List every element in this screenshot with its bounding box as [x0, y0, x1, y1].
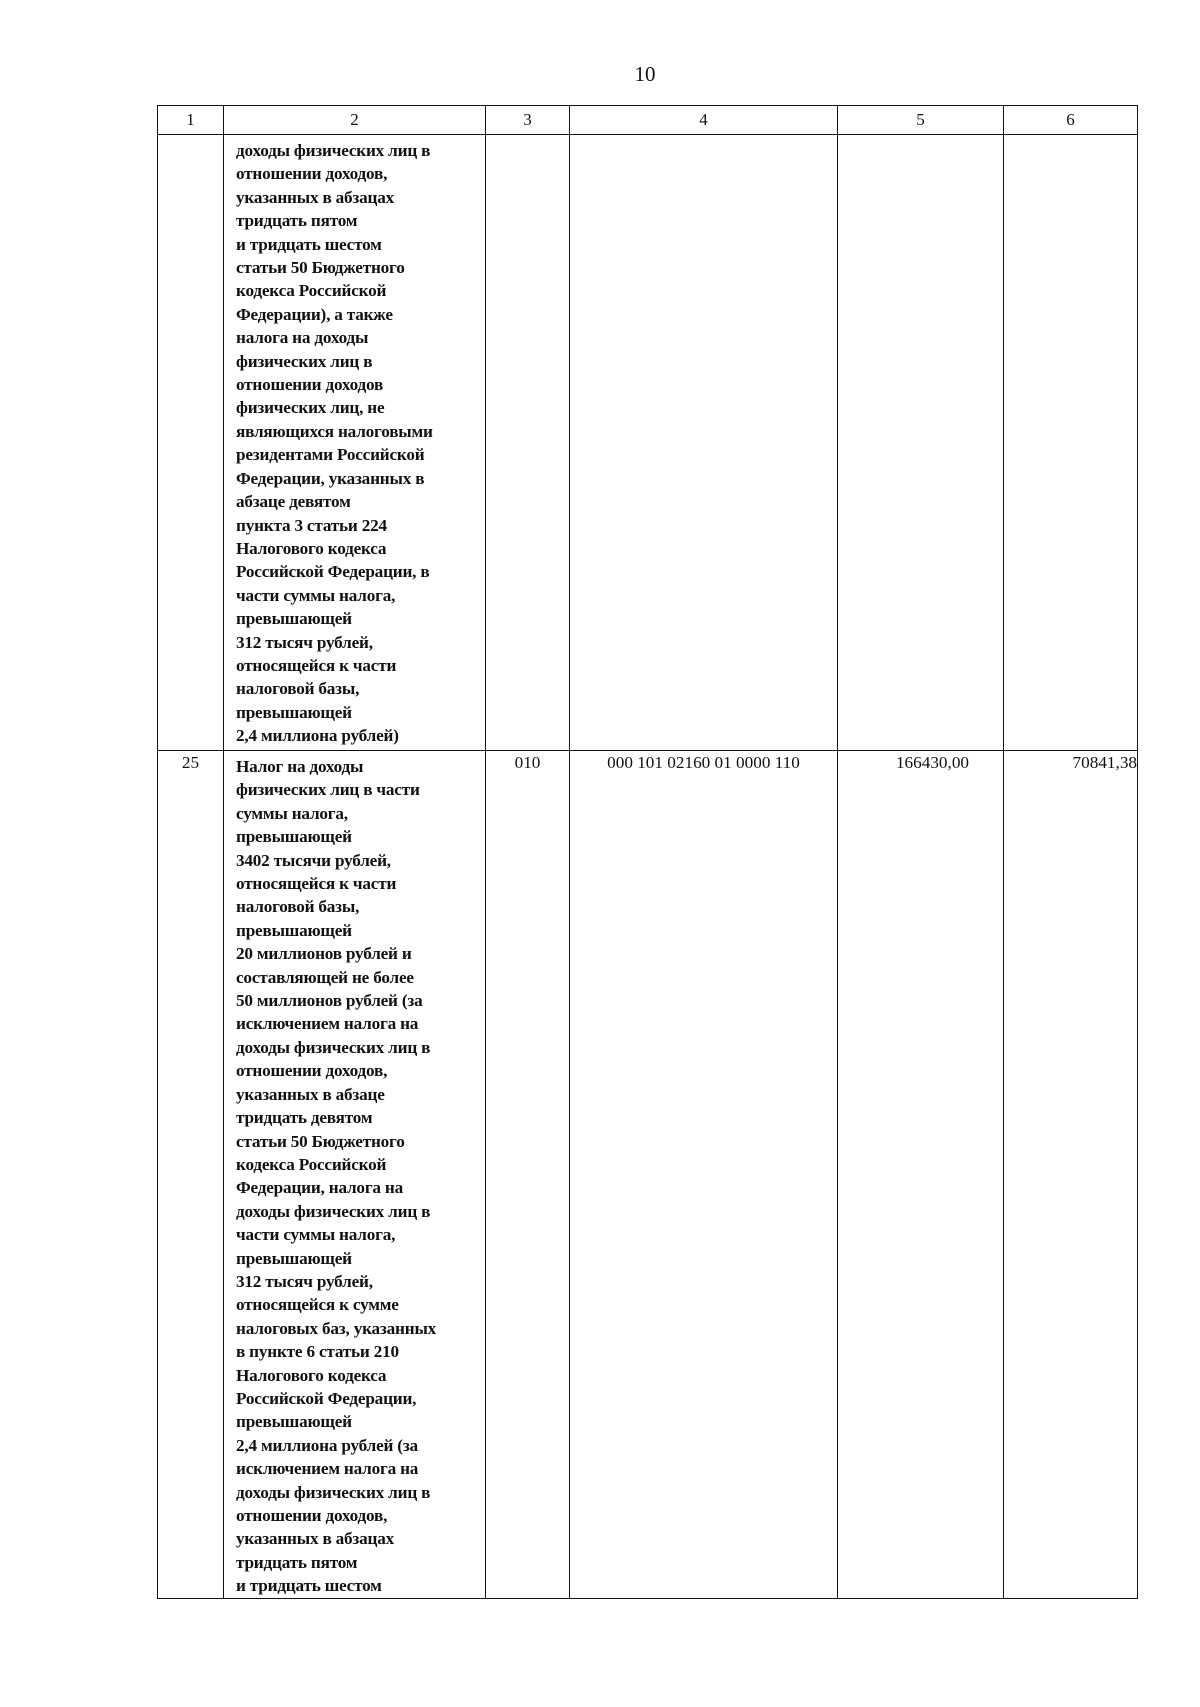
description-line: исключением налога на — [236, 1459, 419, 1479]
description-line: 312 тысяч рублей, — [236, 632, 373, 652]
description-line: Налогового кодекса — [236, 538, 387, 558]
description-line: части суммы налога, — [236, 1225, 396, 1245]
description-line: 2,4 миллиона рублей) — [236, 726, 399, 746]
description-line: налоговой базы, — [236, 897, 360, 917]
row-number-cell — [158, 135, 224, 751]
description-line: физических лиц, не — [236, 398, 385, 418]
description-line: отношении доходов, — [236, 164, 388, 184]
description-text — [224, 135, 485, 748]
description-line: исключением налога на — [236, 1014, 419, 1034]
description-line: тридцать пятом — [236, 211, 358, 231]
description-line: являющихся налоговыми — [236, 421, 433, 441]
kbk-cell: 000 101 02160 01 0000 110 — [570, 751, 838, 1599]
description-line: составляющей не более — [236, 967, 414, 987]
description-line: Налог на доходы — [236, 757, 364, 776]
description-line: налоговой базы, — [236, 679, 360, 699]
description-line: части суммы налога, — [236, 585, 396, 605]
description-line: тридцать девятом — [236, 1108, 373, 1128]
description-line: Российской Федерации, в — [236, 562, 430, 582]
column-header-2: 2 — [224, 106, 486, 135]
column-header-4: 4 — [570, 106, 838, 135]
description-line: превышающей — [236, 1248, 352, 1268]
description-line: Российской Федерации, — [236, 1388, 417, 1408]
column-header-6: 6 — [1004, 106, 1138, 135]
description-line: превышающей — [236, 920, 352, 940]
description-line: кодекса Российской — [236, 281, 387, 301]
description-line: превышающей — [236, 702, 352, 722]
description-line: превышающей — [236, 1412, 352, 1432]
description-line: налоговых баз, указанных — [236, 1318, 437, 1338]
executed-cell — [1004, 135, 1138, 751]
description-line: доходы физических лиц в — [236, 141, 431, 160]
description-line: указанных в абзацах — [236, 187, 395, 207]
description-line: относящейся к части — [236, 655, 397, 675]
description-line: относящейся к части — [236, 874, 397, 894]
description-line: превышающей — [236, 827, 352, 847]
description-line: кодекса Российской — [236, 1154, 387, 1174]
description-line: и тридцать шестом — [236, 234, 382, 254]
description-line: Федерации, указанных в — [236, 468, 425, 488]
approved-cell: 166430,00 — [838, 751, 1004, 1599]
description-line: физических лиц в части — [236, 780, 420, 800]
description-line: физических лиц в — [236, 351, 373, 371]
description-line: Налогового кодекса — [236, 1365, 387, 1385]
description-line: резидентами Российской — [236, 445, 425, 465]
table-row-continuation — [158, 135, 1138, 751]
description-line: статьи 50 Бюджетного — [236, 258, 405, 278]
description-line: в пункте 6 статьи 210 — [236, 1342, 399, 1362]
description-line: 3402 тысячи рублей, — [236, 850, 391, 870]
description-line: 312 тысяч рублей, — [236, 1271, 373, 1291]
description-line: абзаце девятом — [236, 492, 351, 512]
description-line: тридцать пятом — [236, 1552, 358, 1572]
description-line: указанных в абзацах — [236, 1529, 395, 1549]
description-line: и тридцать шестом — [236, 1576, 382, 1596]
description-line: Федерации), а также — [236, 304, 393, 324]
description-line: доходы физических лиц в — [236, 1201, 431, 1221]
description-line: отношении доходов, — [236, 1061, 388, 1081]
description-line: отношении доходов, — [236, 1506, 388, 1525]
column-header-5: 5 — [838, 106, 1004, 135]
description-line: превышающей — [236, 609, 352, 629]
income-table — [157, 105, 1138, 1599]
description-text — [224, 751, 485, 1598]
description-line: суммы налога, — [236, 803, 348, 823]
executed-cell: 70841,38 — [1004, 751, 1138, 1599]
row-code-cell: 010 — [486, 751, 570, 1599]
description-line: указанных в абзаце — [236, 1084, 385, 1104]
kbk-cell — [570, 135, 838, 751]
description-line: налога на доходы — [236, 328, 369, 348]
table-row-25 — [158, 751, 1138, 1599]
description-line: Федерации, налога на — [236, 1178, 404, 1198]
description-line: 2,4 миллиона рублей (за — [236, 1435, 418, 1455]
column-header-1: 1 — [158, 106, 224, 135]
row-code-cell — [486, 135, 570, 751]
column-header-3: 3 — [486, 106, 570, 135]
row-number-cell: 25 — [158, 751, 224, 1599]
description-line: доходы физических лиц в — [236, 1482, 431, 1502]
header-row — [158, 106, 1138, 135]
description-line: относящейся к сумме — [236, 1295, 399, 1315]
description-line: доходы физических лиц в — [236, 1037, 431, 1057]
description-cell — [224, 751, 486, 1599]
description-line: пункта 3 статьи 224 — [236, 515, 387, 535]
description-cell — [224, 135, 486, 751]
description-line: 20 миллионов рублей и — [236, 944, 412, 964]
description-line: отношении доходов — [236, 375, 384, 395]
page-number: 10 — [634, 62, 656, 86]
description-line: статьи 50 Бюджетного — [236, 1131, 405, 1151]
description-line: 50 миллионов рублей (за — [236, 991, 423, 1011]
approved-cell — [838, 135, 1004, 751]
